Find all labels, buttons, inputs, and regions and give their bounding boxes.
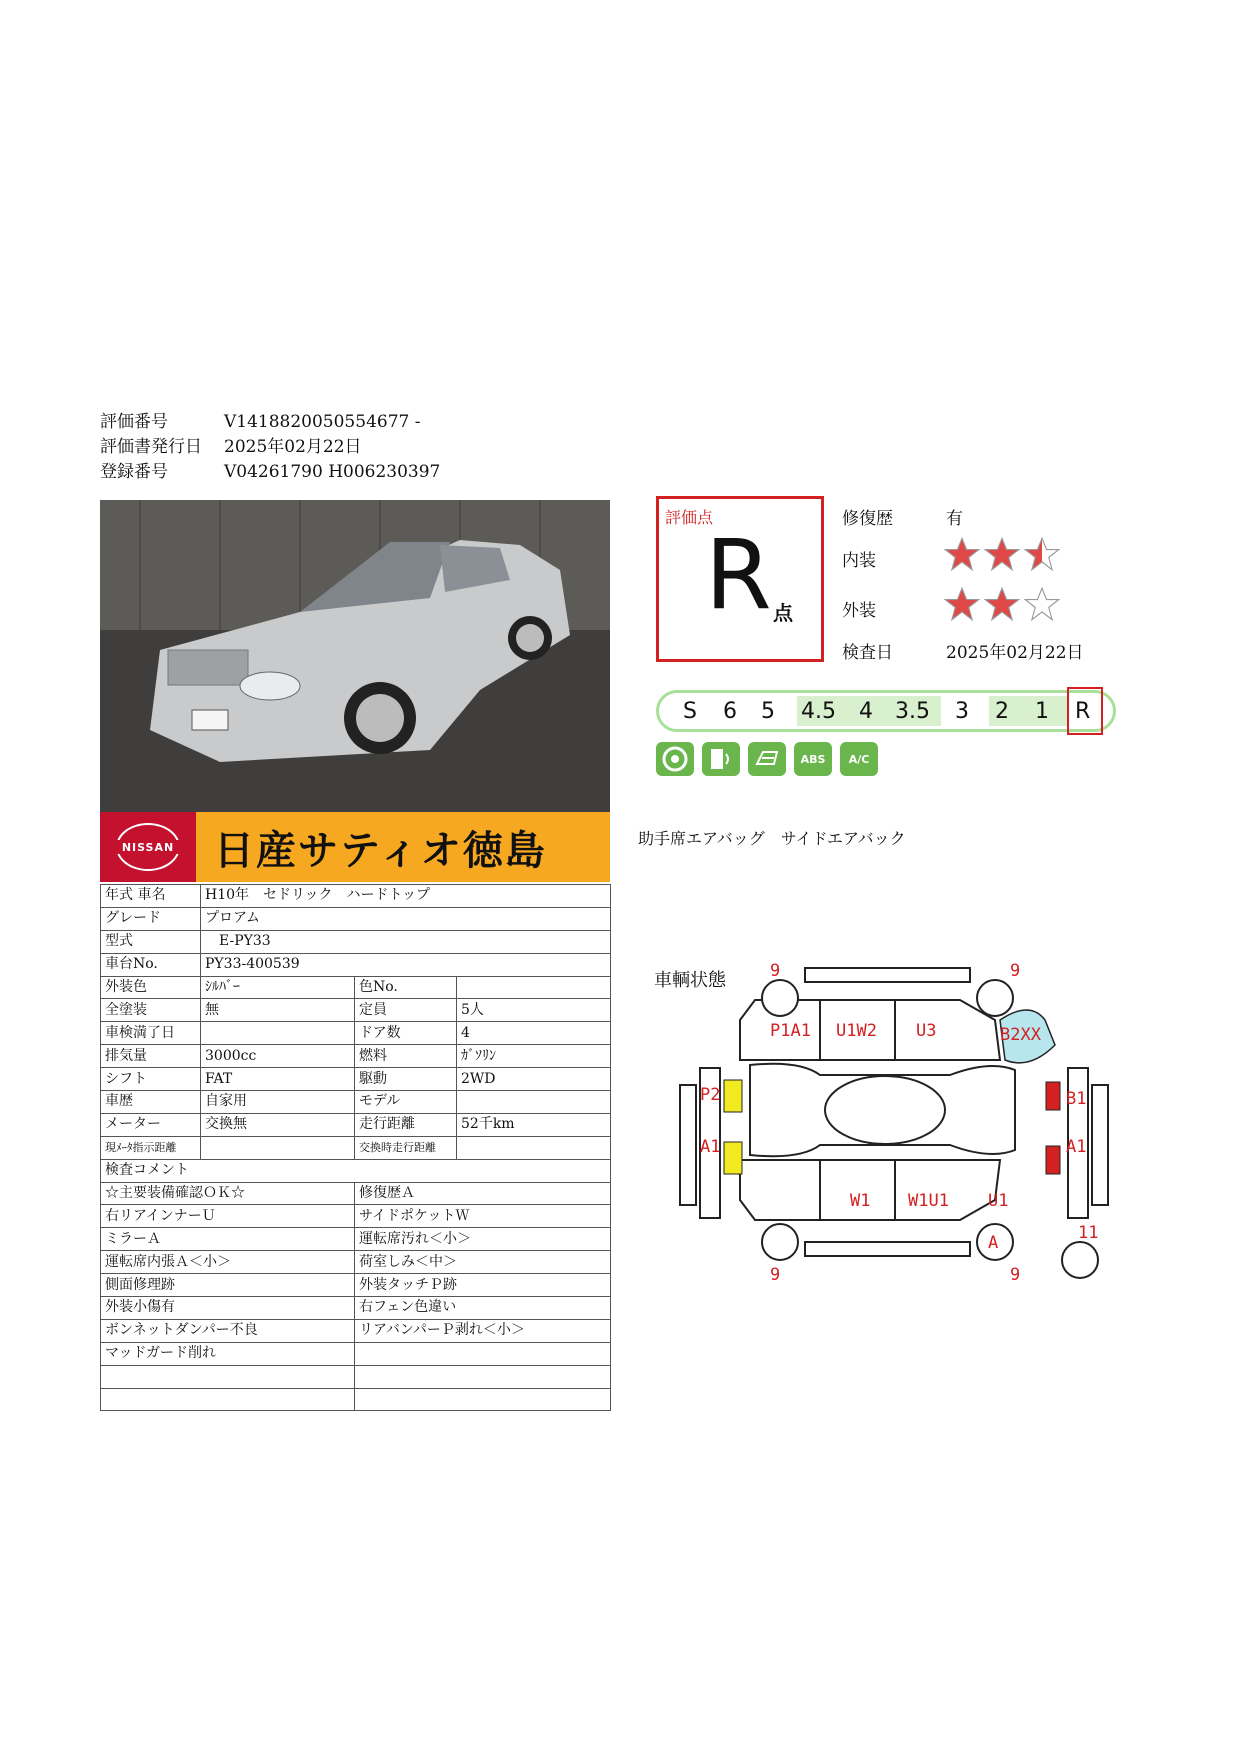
spec-key: 色No. <box>355 976 457 999</box>
spec-key: 現ﾒｰﾀ指示距離 <box>101 1136 201 1159</box>
spec-value <box>201 1136 355 1159</box>
mark-9: 9 <box>770 961 781 981</box>
spec-value: 2WD <box>457 1068 611 1091</box>
comment-cell: 右フェン色違い <box>355 1297 611 1320</box>
spec-key: 型式 <box>101 930 201 953</box>
sunroof-icon <box>748 742 786 776</box>
spec-key: 燃料 <box>355 1045 457 1068</box>
issue-date-label: 評価書発行日 <box>100 437 202 457</box>
comment-cell: マッドガード削れ <box>101 1342 355 1365</box>
spec-key: グレード <box>101 907 201 930</box>
table-row <box>101 1136 611 1159</box>
spec-value <box>457 976 611 999</box>
spec-key: 車検満了日 <box>101 1022 201 1045</box>
inspection-label: 検査日 <box>842 643 893 663</box>
condition-label: 車輌状態 <box>654 970 726 991</box>
wheel-icon <box>656 742 694 776</box>
table-row <box>101 1091 611 1114</box>
table-row <box>101 930 611 953</box>
spec-table <box>100 884 611 1411</box>
mark-p2: P2 <box>700 1085 721 1105</box>
table-row <box>101 1045 611 1068</box>
spec-value: FAT <box>201 1068 355 1091</box>
spec-key: 車台No. <box>101 953 201 976</box>
grade-item: 4 <box>859 699 873 724</box>
comment-cell: 運転席内張Ａ＜小＞ <box>101 1251 355 1274</box>
comment-cell <box>355 1388 611 1411</box>
spec-value: E-PY33 <box>201 930 611 953</box>
mark-9: 9 <box>1010 961 1021 981</box>
table-row <box>101 1274 611 1297</box>
score-value: R <box>705 519 772 631</box>
table-row <box>101 1068 611 1091</box>
dealer-name: 日産サティオ徳島 <box>196 812 610 882</box>
spec-key: 車歴 <box>101 1091 201 1114</box>
spec-value <box>457 1091 611 1114</box>
comment-cell: 側面修理跡 <box>101 1274 355 1297</box>
table-row <box>101 953 611 976</box>
star-icon <box>1024 536 1060 572</box>
comment-cell: 荷室しみ＜中＞ <box>355 1251 611 1274</box>
comment-cell: ☆主要装備確認ＯＫ☆ <box>101 1182 355 1205</box>
grade-item: 6 <box>723 699 737 724</box>
spec-key: モデル <box>355 1091 457 1114</box>
report-header <box>100 410 440 485</box>
spec-value: ｶﾞｿﾘﾝ <box>457 1045 611 1068</box>
mark-11: 11 <box>1078 1223 1099 1243</box>
spec-key: 交換時走行距離 <box>355 1136 457 1159</box>
spec-value: ｼﾙﾊﾞｰ <box>201 976 355 999</box>
grade-item: 1 <box>1035 699 1049 724</box>
interior-label: 内装 <box>842 551 876 571</box>
mark-b2xx: B2XX <box>1000 1025 1041 1045</box>
spec-key: 年式 車名 <box>101 885 201 908</box>
eval-number-label: 評価番号 <box>100 412 168 432</box>
spec-key: 駆動 <box>355 1068 457 1091</box>
interior-stars <box>944 536 1060 572</box>
spec-key: 定員 <box>355 999 457 1022</box>
table-row <box>101 1182 611 1205</box>
spec-value: 52千km <box>457 1113 611 1136</box>
mark-w1: W1 <box>850 1191 871 1211</box>
mark-9: 9 <box>1010 1265 1021 1285</box>
comment-cell <box>355 1365 611 1388</box>
selected-grade-marker <box>1067 687 1103 735</box>
spec-key: 排気量 <box>101 1045 201 1068</box>
table-row <box>101 1319 611 1342</box>
spec-value: 4 <box>457 1022 611 1045</box>
spec-value <box>457 1136 611 1159</box>
table-row <box>101 1113 611 1136</box>
mark-u3: U3 <box>916 1021 937 1041</box>
comment-cell: ボンネットダンパー不良 <box>101 1319 355 1342</box>
spec-value: PY33-400539 <box>201 953 611 976</box>
comment-cell <box>355 1342 611 1365</box>
spec-key: 全塗装 <box>101 999 201 1022</box>
grade-item: 4.5 <box>801 699 836 724</box>
table-row <box>101 1342 611 1365</box>
mark-u1w2: U1W2 <box>836 1021 877 1041</box>
grade-item-selected: R <box>1075 699 1091 724</box>
spec-key: シフト <box>101 1068 201 1091</box>
abs-icon: ABS <box>794 742 832 776</box>
comment-cell: 外装小傷有 <box>101 1297 355 1320</box>
comment-cell: リアバンパーＰ剥れ＜小＞ <box>355 1319 611 1342</box>
star-icon <box>944 536 980 572</box>
exterior-stars <box>944 586 1060 622</box>
condition-diagram <box>660 960 1130 1290</box>
mark-a1: A1 <box>1066 1137 1087 1157</box>
table-row <box>101 976 611 999</box>
spec-key: 走行距離 <box>355 1113 457 1136</box>
table-row <box>101 1022 611 1045</box>
table-row <box>101 907 611 930</box>
spec-value: 5人 <box>457 999 611 1022</box>
comment-cell: サイドポケットＷ <box>355 1205 611 1228</box>
repair-value: 有 <box>946 509 963 529</box>
comment-cell <box>101 1365 355 1388</box>
table-row <box>101 1228 611 1251</box>
star-icon <box>944 586 980 622</box>
nissan-logo-text: NISSAN <box>110 840 186 854</box>
table-row <box>101 999 611 1022</box>
grade-item: 5 <box>761 699 775 724</box>
spec-value: 交換無 <box>201 1113 355 1136</box>
spec-key: ドア数 <box>355 1022 457 1045</box>
mark-9: 9 <box>770 1265 781 1285</box>
comment-cell: 運転席汚れ＜小＞ <box>355 1228 611 1251</box>
table-row <box>101 1205 611 1228</box>
star-icon <box>1024 586 1060 622</box>
mark-w1u1: W1U1 <box>908 1191 949 1211</box>
comment-cell: 修復歴Ａ <box>355 1182 611 1205</box>
table-row <box>101 885 611 908</box>
grade-item: 2 <box>995 699 1009 724</box>
registration-value: V04261790 H006230397 <box>224 462 441 482</box>
nissan-logo <box>100 812 196 882</box>
grade-scale <box>656 690 1116 732</box>
table-row <box>101 1159 611 1182</box>
equipment-icons <box>656 742 878 776</box>
power-window-icon <box>702 742 740 776</box>
score-label: 評価点 <box>665 508 714 527</box>
comment-cell: 右リアインナーＵ <box>101 1205 355 1228</box>
spec-value: 3000cc <box>201 1045 355 1068</box>
airbag-text: 助手席エアバッグ サイドエアバック <box>638 829 906 848</box>
spec-value: H10年 セドリック ハードトップ <box>201 885 611 908</box>
mark-a: A <box>988 1233 999 1253</box>
table-row <box>101 1251 611 1274</box>
spec-value <box>201 1022 355 1045</box>
table-row <box>101 1388 611 1411</box>
mark-b1: B1 <box>1066 1089 1087 1109</box>
comment-cell: 外装タッチＰ跡 <box>355 1274 611 1297</box>
table-row <box>101 1365 611 1388</box>
spec-key: メーター <box>101 1113 201 1136</box>
score-box <box>656 496 824 662</box>
repair-label: 修復歴 <box>842 509 893 529</box>
comment-cell <box>101 1388 355 1411</box>
comment-title: 検査コメント <box>101 1159 611 1182</box>
issue-date-value: 2025年02月22日 <box>224 437 362 457</box>
inspection-value: 2025年02月22日 <box>946 643 1084 663</box>
star-icon <box>984 536 1020 572</box>
spec-value: 自家用 <box>201 1091 355 1114</box>
eval-number-value: V1418820050554677 - <box>224 412 421 432</box>
spec-value: プロアム <box>201 907 611 930</box>
mark-p1a1: P1A1 <box>770 1021 811 1041</box>
spec-key: 外装色 <box>101 976 201 999</box>
table-row <box>101 1297 611 1320</box>
mark-a1: A1 <box>700 1137 721 1157</box>
ac-icon: A/C <box>840 742 878 776</box>
exterior-label: 外装 <box>842 601 876 621</box>
star-icon <box>984 586 1020 622</box>
car-illustration <box>100 500 610 812</box>
comment-cell: ミラーＡ <box>101 1228 355 1251</box>
spec-value: 無 <box>201 999 355 1022</box>
grade-item: 3 <box>955 699 969 724</box>
mark-u1: U1 <box>988 1191 1009 1211</box>
car-photo <box>100 500 610 812</box>
registration-label: 登録番号 <box>100 462 168 482</box>
grade-item: 3.5 <box>895 699 930 724</box>
grade-item: S <box>683 699 697 724</box>
score-unit: 点 <box>773 601 793 625</box>
dealer-banner <box>100 812 610 882</box>
